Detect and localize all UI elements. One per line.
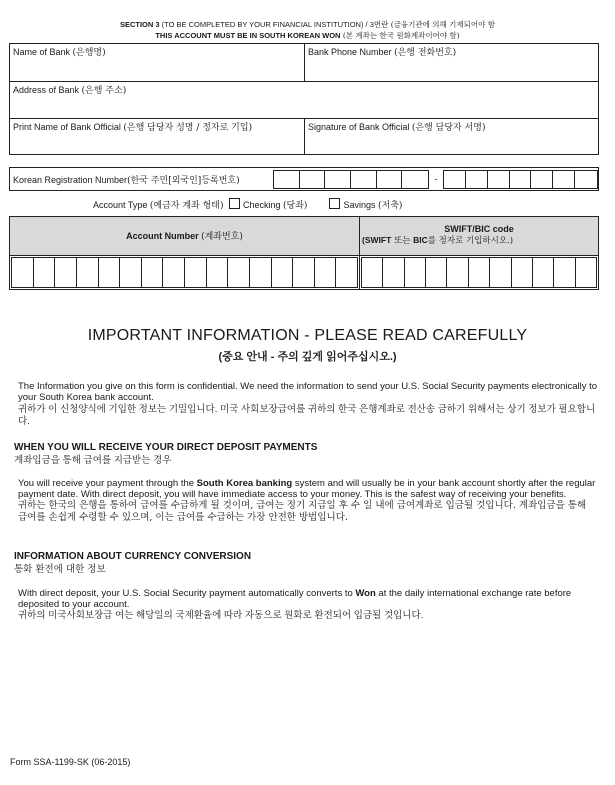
info-title: IMPORTANT INFORMATION - PLEASE READ CAREFULLY (87, 327, 528, 344)
currency-en-a: With direct deposit, your U.S. Social Security payment automatically converts to (18, 588, 356, 599)
digit-cell[interactable] (325, 171, 351, 188)
char-cell[interactable] (533, 258, 554, 287)
section-header-line2 (0, 31, 615, 41)
currency-kr: 귀하의 미국사회보장급 여는 해당일의 국제환율에 따라 자동으로 원화로 환전되어 입금될 것입니다. (18, 610, 424, 621)
account-number-label-kr: (계좌번호) (201, 232, 243, 242)
digit-cell[interactable] (142, 258, 164, 287)
bank-name-label: Name of Bank (13, 47, 73, 57)
deposit-en-c: system and will usually be in your bank account shortly after the regular payment date. With direct deposit, you will have immediate access to your money. This is the safest way of receiving your benefits. (18, 478, 596, 500)
section-desc: (TO BE COMPLETED BY YOUR FINANCIAL INSTITUTION) / 3 (159, 20, 374, 29)
bank-phone-label: Bank Phone Number (308, 47, 395, 57)
swift-input[interactable] (360, 255, 598, 289)
digit-cell[interactable] (207, 258, 229, 287)
char-cell[interactable] (383, 258, 404, 287)
digit-cell[interactable] (185, 258, 207, 287)
digit-cell[interactable] (163, 258, 185, 287)
digit-cell[interactable] (77, 258, 99, 287)
section-number: SECTION 3 (119, 20, 160, 29)
bank-name-field[interactable] (10, 44, 305, 81)
account-type-label-kr: (예금자 계좌 형태) (149, 201, 224, 211)
account-number-input[interactable] (10, 255, 360, 289)
korean-reg-second-part-input[interactable] (443, 170, 598, 189)
currency-paragraph (18, 588, 598, 622)
official-name-label-kr: (은행 담당자 성명 / 정자로 기입) (123, 123, 253, 133)
currency-heading: INFORMATION ABOUT CURRENCY CONVERSION (14, 551, 252, 562)
currency-en-c: at the daily international exchange rate before deposited to your account. (18, 588, 572, 610)
digit-cell[interactable] (510, 171, 532, 188)
official-name-field[interactable] (10, 118, 305, 154)
section-desc-kr: 번란 (금융기관에 의해 기재되어야 함 (373, 20, 496, 29)
digit-cell[interactable] (99, 258, 121, 287)
swift-header (360, 217, 598, 255)
korean-reg-row (9, 167, 599, 191)
checking-label: Checking (243, 200, 284, 210)
char-cell[interactable] (447, 258, 468, 287)
swift-sub (360, 235, 598, 247)
bank-address-field[interactable] (10, 81, 598, 118)
currency-requirement: THIS ACCOUNT MUST BE IN SOUTH KOREAN WON (155, 31, 341, 40)
bank-phone-label-kr: (은행 전화번호) (394, 48, 457, 58)
digit-cell[interactable] (336, 258, 357, 287)
digit-cell[interactable] (228, 258, 250, 287)
digit-cell[interactable] (402, 171, 428, 188)
char-cell[interactable] (576, 258, 596, 287)
account-number-header (10, 217, 360, 255)
char-cell[interactable] (426, 258, 447, 287)
swift-sub-1: (SWIFT (362, 235, 392, 245)
currency-heading-kr: 통화 환전에 대한 정보 (14, 564, 106, 575)
digit-cell[interactable] (274, 171, 300, 188)
account-type-label: Account Type (93, 200, 150, 210)
savings-checkbox[interactable] (329, 198, 340, 209)
char-cell[interactable] (490, 258, 511, 287)
checking-checkbox[interactable] (229, 198, 240, 209)
swift-sub-mid: 또는 (391, 236, 414, 246)
savings-label: Savings (343, 200, 379, 210)
form-number: Form SSA-1199-SK (06-2015) (10, 757, 131, 767)
digit-cell[interactable] (55, 258, 77, 287)
digit-cell[interactable] (120, 258, 142, 287)
char-cell[interactable] (554, 258, 575, 287)
deposit-heading: WHEN YOU WILL RECEIVE YOUR DIRECT DEPOSIT PAYMENTS (14, 442, 318, 453)
intro-paragraph (18, 381, 598, 428)
digit-cell[interactable] (300, 171, 326, 188)
deposit-heading-kr: 계좌입금을 통해 급여를 지급받는 경우 (14, 455, 172, 466)
bank-name-label-kr: (은행명) (72, 48, 106, 58)
account-table (9, 216, 599, 290)
currency-requirement-kr: (본 계좌는 한국 원화계좌이어야 함) (340, 31, 460, 40)
account-type-row (93, 198, 402, 212)
currency-en (18, 588, 598, 610)
signature-label: Signature of Bank Official (308, 122, 412, 132)
reg-dash: - (434, 174, 438, 184)
bank-address-label-kr: (은행 주소) (81, 86, 127, 96)
char-cell[interactable] (362, 258, 383, 287)
korean-reg-label: Korean Registration Number (13, 175, 128, 185)
digit-cell[interactable] (34, 258, 56, 287)
info-subtitle: (중요 안내 - 주의 깊게 읽어주십시오.) (218, 351, 397, 363)
bank-info-box (9, 43, 599, 155)
digit-cell[interactable] (444, 171, 466, 188)
korean-reg-label-kr: (한국 주민[외국인]등록번호) (127, 176, 240, 186)
account-number-cells (11, 257, 358, 288)
digit-cell[interactable] (575, 171, 597, 188)
swift-sub-kr: 를 정자로 기입하시오.) (427, 236, 514, 246)
digit-cell[interactable] (272, 258, 294, 287)
deposit-paragraph (18, 478, 598, 524)
digit-cell[interactable] (553, 171, 575, 188)
account-number-label: Account Number (126, 231, 202, 241)
digit-cell[interactable] (12, 258, 34, 287)
digit-cell[interactable] (488, 171, 510, 188)
official-name-label: Print Name of Bank Official (13, 122, 124, 132)
char-cell[interactable] (512, 258, 533, 287)
char-cell[interactable] (469, 258, 490, 287)
intro-en: The Information you give on this form is confidential. We need the information to send your U.S. Social Security payments electronically to your South Korea bank account. (18, 381, 598, 403)
checking-label-kr: (당좌) (283, 201, 308, 211)
digit-cell[interactable] (250, 258, 272, 287)
swift-label: SWIFT/BIC code (444, 224, 514, 234)
char-cell[interactable] (405, 258, 426, 287)
swift-sub-2: BIC (413, 235, 428, 245)
deposit-en-a: You will receive your payment through the (18, 478, 197, 489)
savings-label-kr: (저축) (378, 201, 403, 211)
swift-cells (361, 257, 597, 288)
korean-reg-first-part-input[interactable] (273, 170, 429, 189)
deposit-kr: 귀하는 한국의 은행을 통하여 급여를 수급하게 될 것이며, 급여는 정기 지급일 후 수 일 내에 급여계좌로 입금될 것입니다. 계좌입금을 통해 급여를 손쉽게 수령할 수 있으며, 이는 급여를 수급하는 가장 안전한 방법입니다. (18, 500, 587, 523)
deposit-en (18, 478, 598, 500)
digit-cell[interactable] (315, 258, 337, 287)
signature-label-kr: (은행 담당자 서명) (411, 123, 486, 133)
currency-en-b: Won (355, 588, 376, 599)
korean-reg-label-wrap (13, 175, 240, 187)
bank-address-label: Address of Bank (13, 85, 82, 95)
deposit-en-b: South Korea banking (196, 478, 293, 489)
digit-cell[interactable] (531, 171, 553, 188)
digit-cell[interactable] (293, 258, 315, 287)
intro-kr: 귀하가 이 신청양식에 기입한 정보는 기밀입니다. 미국 사회보장급여를 귀하의 한국 은행계좌로 전산송 금하기 위해서는 상기 정보가 필요합니다. (18, 404, 596, 427)
digit-cell[interactable] (351, 171, 377, 188)
signature-field[interactable] (305, 118, 598, 154)
digit-cell[interactable] (377, 171, 403, 188)
bank-phone-field[interactable] (305, 44, 598, 81)
digit-cell[interactable] (466, 171, 488, 188)
section-header-line1 (0, 20, 615, 30)
